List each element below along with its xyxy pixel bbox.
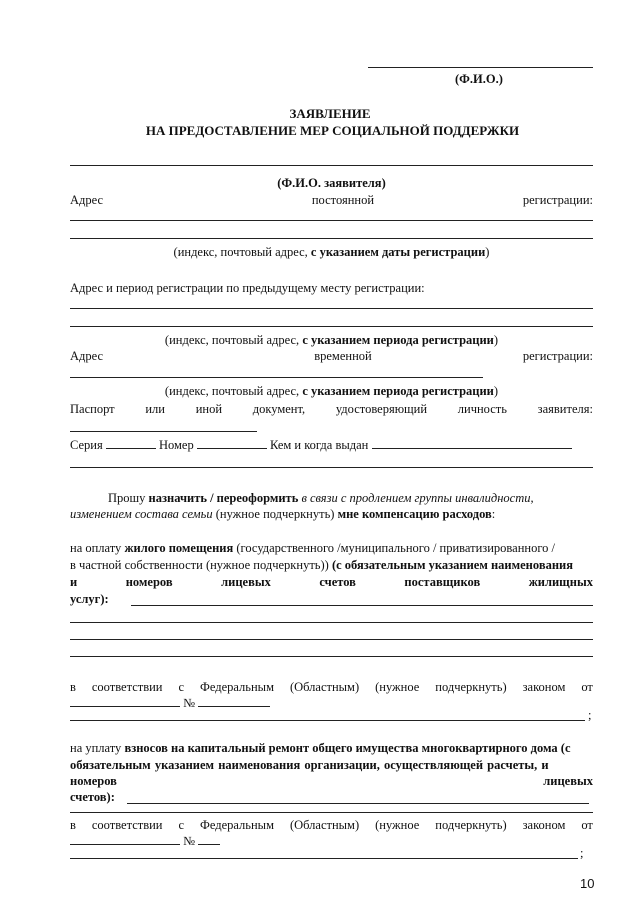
registration-word: регистрации:: [522, 349, 593, 363]
request-text: (нужное подчеркнуть): [212, 507, 338, 521]
housing-text: на оплату: [70, 541, 125, 555]
page-subtitle: НА ПРЕДОСТАВЛЕНИЕ МЕР СОЦИАЛЬНОЙ ПОДДЕРЖКИ: [145, 123, 520, 138]
housing-word: и: [70, 575, 78, 589]
request-paragraph-2: [70, 507, 495, 522]
law-word: соответствии: [91, 818, 163, 832]
law-word: (Областным): [289, 680, 360, 694]
law-word: от: [581, 818, 593, 832]
applicant-fio-label: (Ф.И.О. заявителя): [277, 176, 386, 190]
capital-accounts-label: счетов):: [70, 790, 115, 804]
law-word: Федеральным: [199, 818, 274, 832]
number-sign: №: [183, 834, 196, 848]
law-word: с: [178, 680, 185, 694]
page-number: 10: [580, 876, 595, 891]
law-word: законом: [522, 680, 566, 694]
law-date-field[interactable]: [70, 696, 180, 707]
permanent-address-line-1[interactable]: [70, 220, 593, 221]
housing-text: в частной собственности (нужное подчеркнуть)): [70, 558, 332, 572]
housing-line-1: [70, 541, 593, 556]
passport-word: удостоверяющий: [335, 402, 428, 416]
permanent-address-row: [70, 193, 593, 208]
capital-law-details: [70, 834, 220, 849]
housing-law-details: [70, 696, 270, 711]
request-italic: в связи с продлением группы инвалидности,: [298, 491, 534, 505]
passport-row: [70, 402, 593, 417]
capital-semicolon: ;: [580, 846, 584, 860]
housing-law-row: [70, 680, 593, 695]
capital-word: номеров: [70, 774, 117, 788]
previous-address-label: Адрес и период регистрации по предыдущему месту регистрации:: [70, 281, 425, 295]
previous-address-hint: [70, 333, 593, 348]
hint-end: ): [485, 245, 490, 259]
law-word: законом: [522, 818, 566, 832]
hint-text: (индекс, почтовый адрес,: [164, 384, 303, 398]
permanent-word: постоянной: [311, 193, 375, 207]
applicant-name-line[interactable]: [70, 165, 593, 166]
capital-line-2: обязательным указанием наименования организации, осуществляющей расчеты, и: [70, 758, 549, 772]
previous-address-line-1[interactable]: [70, 308, 593, 309]
law-name-line[interactable]: [70, 720, 585, 721]
housing-line-3: [70, 575, 593, 590]
housing-bold: (с обязательным указанием наименования: [331, 558, 573, 572]
law-word: в: [70, 818, 76, 832]
law-date-field[interactable]: [70, 834, 180, 845]
law-word: в: [70, 680, 76, 694]
hint-text: (индекс, почтовый адрес,: [164, 333, 303, 347]
housing-word: счетов: [319, 575, 356, 589]
law-word: Федеральным: [199, 680, 274, 694]
law-word: (нужное: [375, 818, 420, 832]
temporary-word: временной: [314, 349, 372, 363]
recipient-fio-label: (Ф.И.О.): [455, 72, 503, 86]
hint-bold: с указанием периода регистрации: [302, 384, 494, 398]
hint-text: (индекс, почтовый адрес,: [173, 245, 311, 259]
issued-by-line-2[interactable]: [70, 467, 593, 468]
number-sign: №: [183, 696, 196, 710]
housing-word: номеров: [125, 575, 173, 589]
housing-services-line-0[interactable]: [131, 605, 593, 606]
law-number-field[interactable]: [198, 834, 220, 845]
passport-word: Паспорт: [70, 402, 115, 416]
address-word: Адрес: [70, 349, 104, 363]
series-label: Серия: [70, 438, 103, 452]
capital-line-3: [70, 774, 593, 789]
permanent-address-hint: [70, 245, 593, 260]
address-word: Адрес: [70, 193, 104, 207]
law-word: соответствии: [91, 680, 163, 694]
temporary-address-row: [70, 349, 593, 364]
passport-details-row: [70, 438, 572, 453]
hint-end: ): [493, 384, 499, 398]
passport-word: или: [145, 402, 165, 416]
series-field[interactable]: [106, 438, 156, 449]
housing-semicolon: ;: [588, 708, 592, 722]
capital-text: на уплату: [70, 741, 125, 755]
law-number-field[interactable]: [198, 696, 270, 707]
law-word: от: [581, 680, 593, 694]
hint-end: ): [493, 333, 499, 347]
housing-bold: жилого помещения: [124, 541, 234, 555]
permanent-address-line-2[interactable]: [70, 238, 593, 239]
capital-word: лицевых: [543, 774, 593, 788]
request-bold: мне компенсацию расходов: [337, 507, 492, 521]
passport-word: личность: [457, 402, 507, 416]
hint-bold: с указанием периода регистрации: [302, 333, 494, 347]
law-word: подчеркнуть): [435, 680, 507, 694]
issued-by-label: Кем и когда выдан: [269, 438, 369, 452]
housing-word: лицевых: [221, 575, 271, 589]
housing-word: жилищных: [528, 575, 593, 589]
registration-word: регистрации:: [522, 193, 593, 207]
request-paragraph: [70, 490, 593, 507]
capital-law-name-line[interactable]: [70, 858, 578, 859]
capital-accounts-line-0[interactable]: [127, 803, 589, 804]
number-field[interactable]: [197, 438, 267, 449]
passport-type-line[interactable]: [70, 431, 257, 432]
capital-bold: взносов на капитальный ремонт общего имущества многоквартирного дома (с: [124, 741, 571, 755]
passport-word: заявителя:: [537, 402, 593, 416]
housing-services-line-1[interactable]: [70, 622, 593, 623]
request-bold: назначить / переоформить: [148, 491, 299, 505]
housing-services-line-2[interactable]: [70, 639, 593, 640]
law-word: подчеркнуть): [435, 818, 507, 832]
number-label: Номер: [158, 438, 194, 452]
issued-by-field[interactable]: [372, 438, 572, 449]
law-word: (нужное: [375, 680, 420, 694]
previous-address-line-2[interactable]: [70, 326, 593, 327]
recipient-name-line[interactable]: [368, 67, 593, 68]
hint-bold: с указанием даты регистрации: [310, 245, 486, 259]
capital-accounts-line-1[interactable]: [70, 812, 593, 813]
request-italic: изменением состава семьи: [70, 507, 213, 521]
housing-services-line-3[interactable]: [70, 656, 593, 657]
temporary-address-hint: [70, 384, 593, 399]
capital-line-1: [70, 741, 571, 756]
passport-word: документ,: [252, 402, 306, 416]
capital-law-row: [70, 818, 593, 833]
temporary-address-line[interactable]: [70, 377, 483, 378]
housing-text: (государственного /муниципального / приватизированного /: [233, 541, 555, 555]
law-word: с: [178, 818, 185, 832]
law-word: (Областным): [289, 818, 360, 832]
passport-word: иной: [195, 402, 223, 416]
request-text: :: [491, 507, 496, 521]
page-title: ЗАЯВЛЕНИЕ: [289, 106, 371, 121]
housing-services-label: услуг):: [70, 592, 109, 606]
housing-line-2: [70, 558, 573, 573]
request-text: Прошу: [108, 491, 149, 505]
housing-word: поставщиков: [404, 575, 481, 589]
